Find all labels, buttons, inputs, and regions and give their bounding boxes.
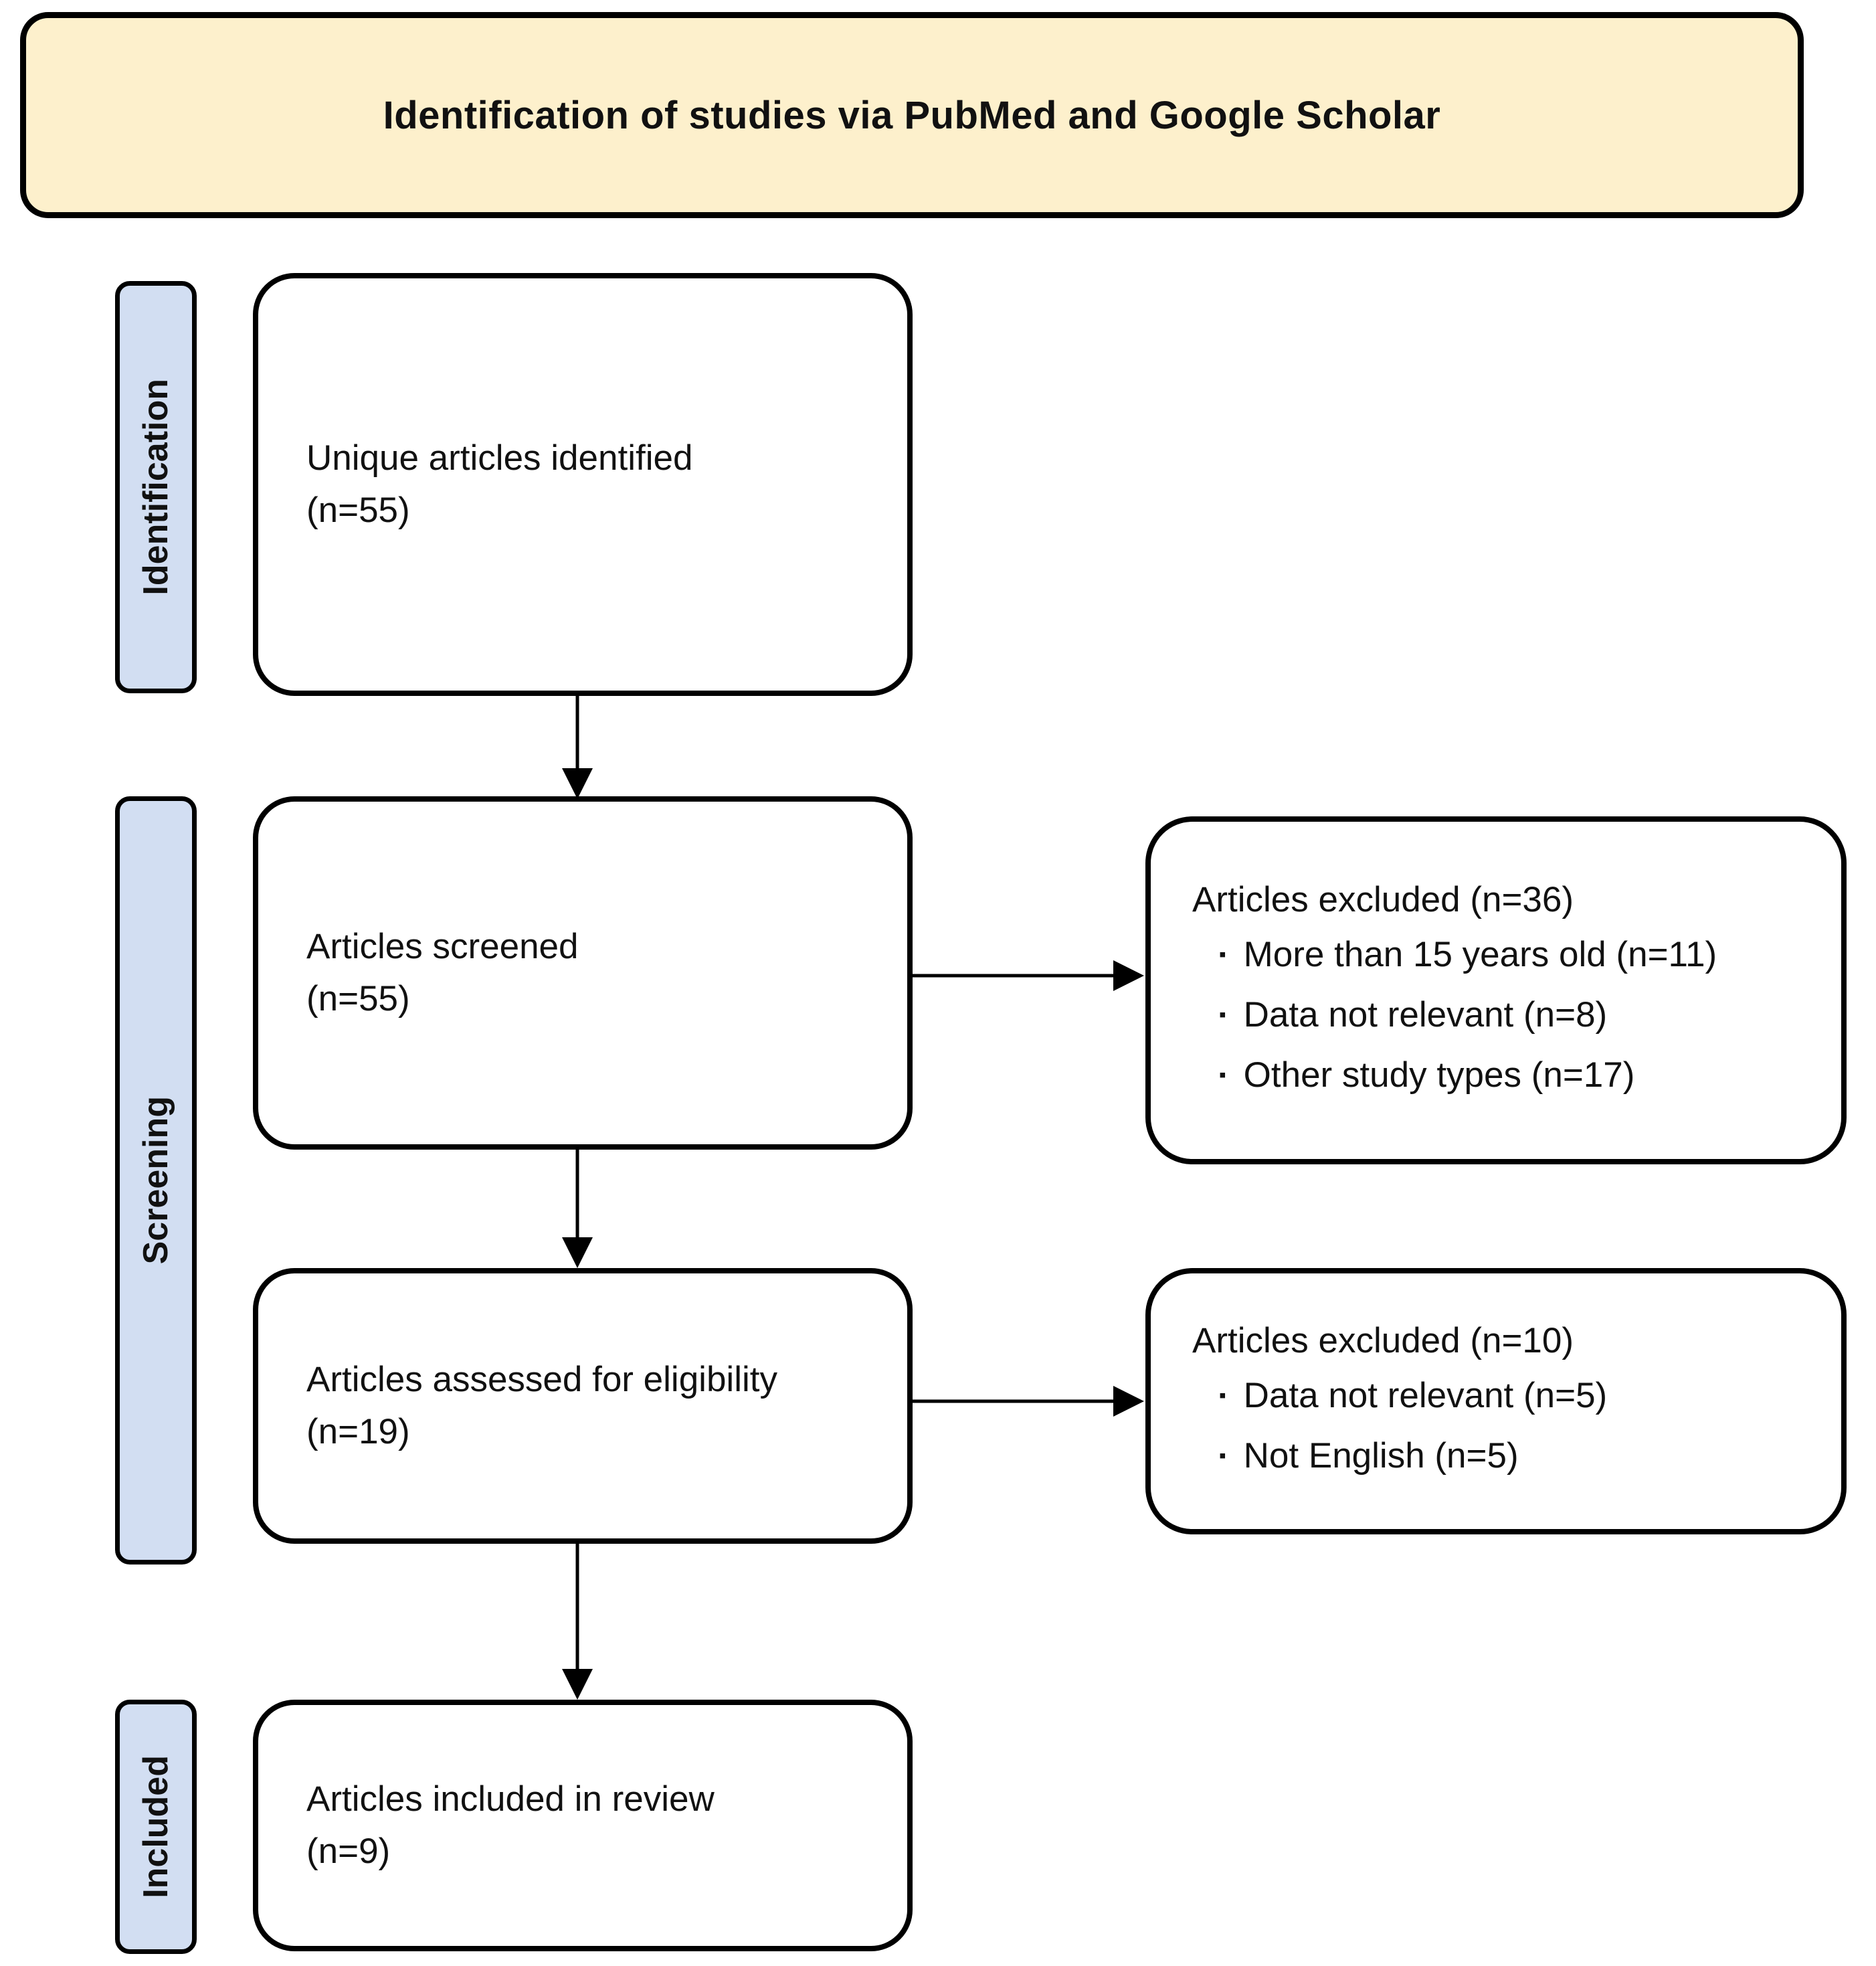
arrow-assessed-to-excluded bbox=[913, 1386, 1144, 1417]
excluded-assessed-reason bbox=[1192, 1368, 1821, 1429]
box-unique-articles-identified-count: (n=55) bbox=[306, 490, 410, 530]
banner bbox=[20, 12, 1804, 218]
bullet-icon: ▪ bbox=[1219, 1384, 1226, 1407]
bullet-icon: ▪ bbox=[1219, 1064, 1226, 1086]
box-articles-included bbox=[253, 1700, 913, 1951]
arrow-identified-to-screened bbox=[562, 696, 593, 799]
box-articles-screened-label: Articles screened bbox=[306, 927, 579, 966]
box-unique-articles-identified-label: Unique articles identified bbox=[306, 438, 693, 478]
box-articles-assessed-label: Articles assessed for eligibility bbox=[306, 1360, 777, 1399]
arrow-assessed-to-included bbox=[562, 1544, 593, 1700]
stage-label-included-text: Included bbox=[136, 1755, 175, 1898]
bullet-icon: ▪ bbox=[1219, 1445, 1226, 1467]
excluded-assessed-reason-text: Data not relevant (n=5) bbox=[1243, 1376, 1608, 1415]
box-articles-excluded-screening bbox=[1145, 816, 1847, 1164]
stage-label-screening-text: Screening bbox=[136, 1096, 175, 1265]
box-articles-assessed bbox=[253, 1268, 913, 1544]
box-articles-assessed-count: (n=19) bbox=[306, 1412, 410, 1451]
excluded-screening-title: Articles excluded (n=36) bbox=[1192, 880, 1574, 919]
excluded-screening-reason bbox=[1192, 988, 1821, 1048]
stage-label-identification bbox=[115, 281, 197, 693]
stage-label-screening bbox=[115, 796, 197, 1565]
bullet-icon: ▪ bbox=[1219, 944, 1226, 966]
stage-label-identification-text: Identification bbox=[136, 379, 175, 596]
excluded-assessed-reason bbox=[1192, 1429, 1821, 1489]
excluded-screening-reason-text: More than 15 years old (n=11) bbox=[1243, 935, 1717, 974]
box-articles-excluded-assessed bbox=[1145, 1268, 1847, 1534]
stage-label-included bbox=[115, 1700, 197, 1954]
excluded-assessed-reason-text: Not English (n=5) bbox=[1243, 1436, 1519, 1476]
box-articles-screened-count: (n=55) bbox=[306, 979, 410, 1018]
bullet-icon: ▪ bbox=[1219, 1004, 1226, 1026]
box-articles-included-count: (n=9) bbox=[306, 1831, 391, 1871]
excluded-screening-reason bbox=[1192, 927, 1821, 988]
excluded-screening-reason-text: Data not relevant (n=8) bbox=[1243, 995, 1608, 1035]
excluded-screening-reason-text: Other study types (n=17) bbox=[1243, 1055, 1635, 1095]
excluded-assessed-title: Articles excluded (n=10) bbox=[1192, 1321, 1574, 1360]
box-unique-articles-identified bbox=[253, 273, 913, 696]
box-articles-included-label: Articles included in review bbox=[306, 1779, 715, 1819]
arrow-screened-to-assessed bbox=[562, 1150, 593, 1268]
box-articles-screened bbox=[253, 796, 913, 1150]
excluded-screening-reason bbox=[1192, 1048, 1821, 1108]
arrow-screened-to-excluded bbox=[913, 960, 1144, 991]
banner-title: Identification of studies via PubMed and Google Scholar bbox=[383, 93, 1441, 137]
